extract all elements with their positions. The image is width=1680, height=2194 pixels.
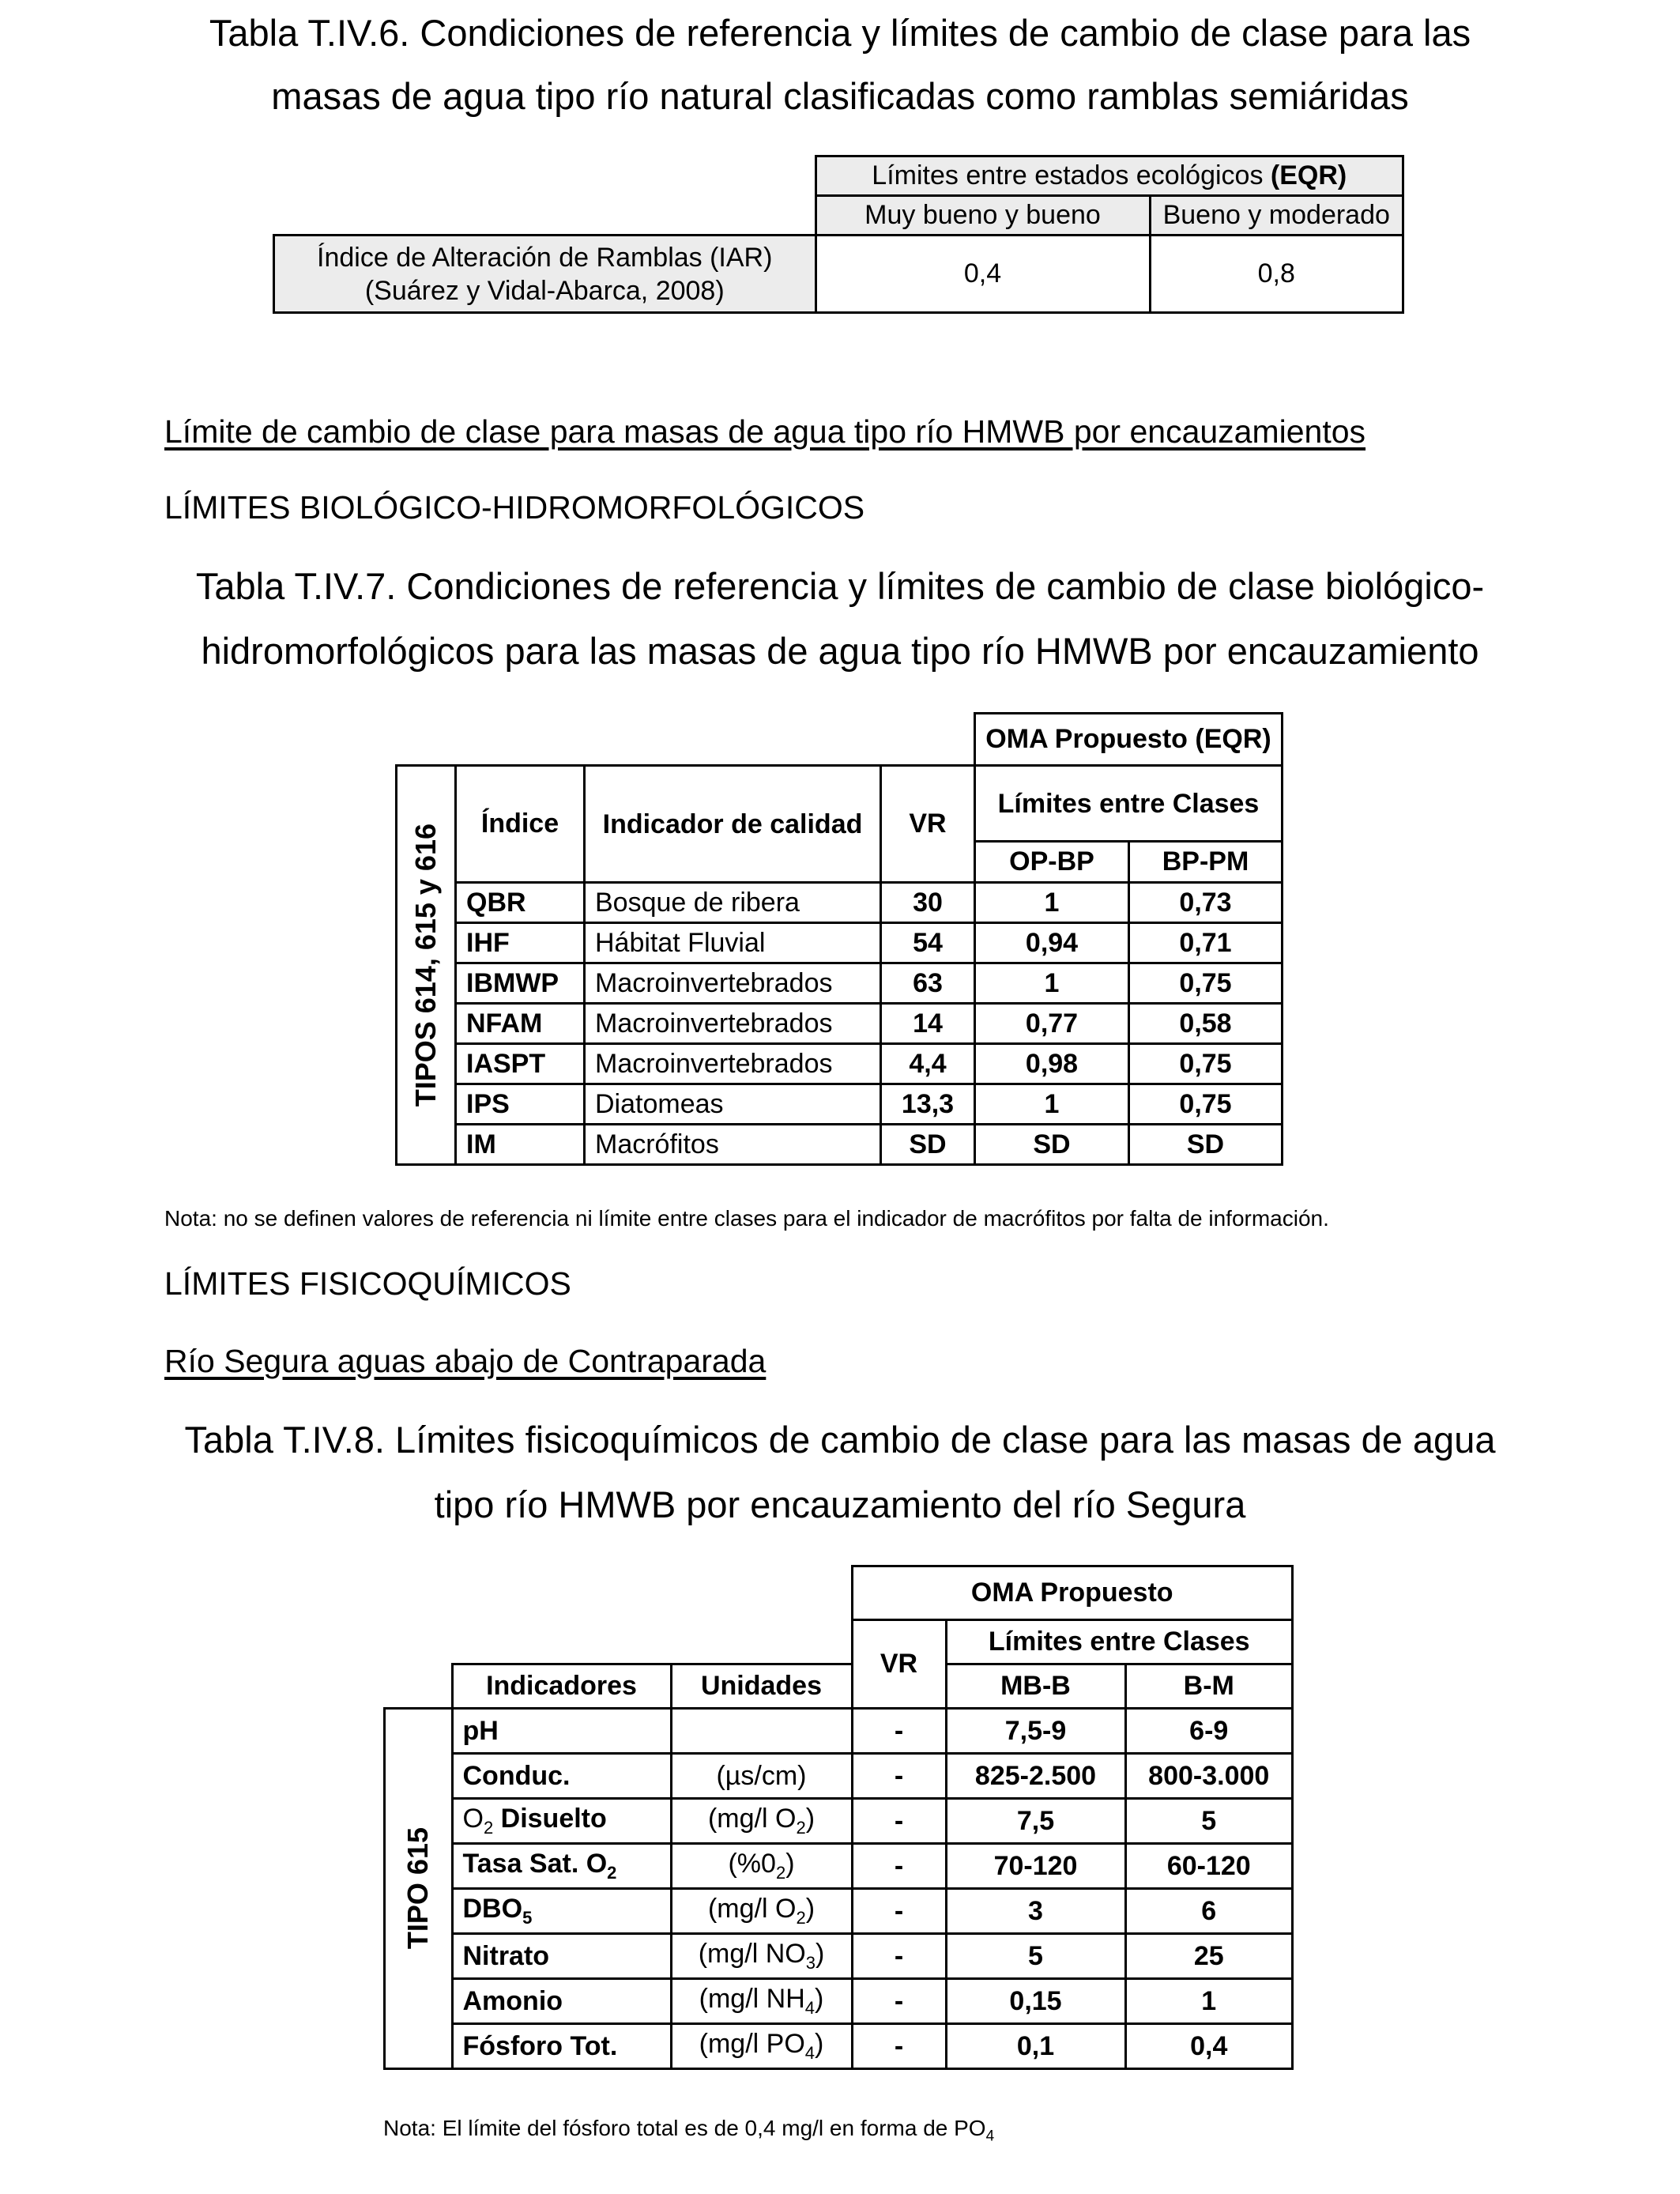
table7-col-bppm: BP-PM — [1129, 842, 1283, 883]
cell-bm: 0,4 — [1125, 2024, 1293, 2069]
cell-unidad: (mg/l $NO_3$) — [671, 1934, 852, 1979]
cell-vr: 63 — [881, 963, 975, 1004]
table-row — [385, 1709, 1293, 1754]
table7-col-indicador: Indicador de calidad — [585, 766, 881, 883]
table-row — [397, 963, 1283, 1004]
section-hmwb-heading: Límite de cambio de clase para masas de agua tipo río HMWB por encauzamientos — [164, 413, 1366, 450]
table-row — [385, 1799, 1293, 1844]
section-fq-heading: LÍMITES FISICOQUÍMICOS — [164, 1265, 571, 1302]
cell-vr: SD — [881, 1125, 975, 1165]
cell-indice: QBR — [456, 883, 585, 923]
cell-indicador: Tasa Sat. $O_2$ — [452, 1844, 671, 1889]
section-bio-heading: LÍMITES BIOLÓGICO-HIDROMORFOLÓGICOS — [164, 489, 865, 526]
cell-bppm: 0,75 — [1129, 1044, 1283, 1084]
cell-indicador: Macrófitos — [585, 1125, 881, 1165]
table8-empty-corner-3 — [385, 1664, 453, 1709]
cell-vr: 4,4 — [881, 1044, 975, 1084]
table8-col-mbb: MB-B — [946, 1664, 1125, 1709]
cell-vr: - — [852, 1979, 946, 2024]
table-row — [385, 1979, 1293, 2024]
cell-unidad: (µs/cm) — [671, 1754, 852, 1799]
cell-indicador: pH — [452, 1709, 671, 1754]
table7-col-indice: Índice — [456, 766, 585, 883]
table-row — [397, 1004, 1283, 1044]
cell-bm: 1 — [1125, 1979, 1293, 2024]
cell-indicador: Conduc. — [452, 1754, 671, 1799]
cell-indicador: Macroinvertebrados — [585, 1044, 881, 1084]
cell-indicador: Bosque de ribera — [585, 883, 881, 923]
table7-note: Nota: no se definen valores de referencia ni límite entre clases para el indicador de macrófitos por falta de información. — [164, 1206, 1329, 1231]
cell-vr: 30 — [881, 883, 975, 923]
table8-caption-line1: Tabla T.IV.8. Límites fisicoquímicos de cambio de clase para las masas de agua — [184, 1419, 1496, 1461]
cell-bppm: 0,58 — [1129, 1004, 1283, 1044]
table8-col-bm: B-M — [1125, 1664, 1293, 1709]
table6-empty-corner-2 — [274, 196, 816, 236]
cell-vr: - — [852, 1889, 946, 1934]
cell-bppm: 0,71 — [1129, 923, 1283, 963]
cell-bppm: SD — [1129, 1125, 1283, 1165]
cell-vr: - — [852, 1709, 946, 1754]
table6-caption-line1: Tabla T.IV.6. Condiciones de referencia y límites de cambio de clase para las — [209, 12, 1471, 54]
table-row — [385, 2024, 1293, 2069]
cell-mbb: 0,1 — [946, 2024, 1125, 2069]
cell-mbb: 7,5 — [946, 1799, 1125, 1844]
table6-caption-line2: masas de agua tipo río natural clasificadas como ramblas semiáridas — [271, 75, 1409, 117]
cell-unidad: (mg/l $O_2$) — [671, 1799, 852, 1844]
table-row — [397, 883, 1283, 923]
cell-unidad: (mg/l $NH_4$) — [671, 1979, 852, 2024]
table-row — [385, 1754, 1293, 1799]
table8-empty-corner-2 — [385, 1620, 853, 1664]
table-row — [385, 1934, 1293, 1979]
table6-empty-corner — [274, 156, 816, 196]
table6-col1-header: Muy bueno y bueno — [816, 196, 1150, 236]
table6-value-1: 0,4 — [816, 236, 1150, 313]
table7-limits-header: Límites entre Clases — [975, 766, 1283, 842]
table7-caption-line2: hidromorfológicos para las masas de agua tipo río HMWB por encauzamiento — [201, 630, 1479, 672]
cell-mbb: 70-120 — [946, 1844, 1125, 1889]
cell-vr: 54 — [881, 923, 975, 963]
cell-unidad: (mg/l $O_2$) — [671, 1889, 852, 1934]
cell-indicador: Hábitat Fluvial — [585, 923, 881, 963]
cell-bm: 25 — [1125, 1934, 1293, 1979]
table8-col-vr: VR — [852, 1620, 946, 1709]
table-row — [397, 1084, 1283, 1125]
cell-vr: - — [852, 1934, 946, 1979]
cell-bppm: 0,73 — [1129, 883, 1283, 923]
cell-indicador: Fósforo Tot. — [452, 2024, 671, 2069]
table7 — [395, 712, 1283, 1166]
cell-bm: 800-3.000 — [1125, 1754, 1293, 1799]
cell-vr: 14 — [881, 1004, 975, 1044]
cell-vr: - — [852, 1754, 946, 1799]
table8 — [383, 1565, 1294, 2070]
table8-limits-header: Límites entre Clases — [946, 1620, 1293, 1664]
cell-indicador: Diatomeas — [585, 1084, 881, 1125]
cell-indice: IPS — [456, 1084, 585, 1125]
cell-indicador: Amonio — [452, 1979, 671, 2024]
table6-header-main: Límites entre estados ecológicos (EQR) — [816, 156, 1403, 196]
cell-vr: - — [852, 2024, 946, 2069]
table8-col-indicadores: Indicadores — [452, 1664, 671, 1709]
cell-vr: - — [852, 1799, 946, 1844]
table-row — [397, 923, 1283, 963]
table7-empty-corner — [397, 714, 975, 766]
cell-bm: 5 — [1125, 1799, 1293, 1844]
cell-bm: 6 — [1125, 1889, 1293, 1934]
table7-tipos-cell — [397, 766, 456, 1165]
table7-col-opbp: OP-BP — [975, 842, 1129, 883]
cell-mbb: 0,15 — [946, 1979, 1125, 2024]
cell-indicador: Nitrato — [452, 1934, 671, 1979]
cell-opbp: 0,94 — [975, 923, 1129, 963]
cell-indicador: $DBO_5$ — [452, 1889, 671, 1934]
cell-mbb: 5 — [946, 1934, 1125, 1979]
table6-value-2: 0,8 — [1150, 236, 1403, 313]
cell-indice: IASPT — [456, 1044, 585, 1084]
table8-tipo-cell — [385, 1709, 453, 2069]
table8-note: Nota: El límite del fósforo total es de 0,4 mg/l en forma de $PO_4$ — [383, 2116, 995, 2145]
cell-unidad: (mg/l $PO_4$) — [671, 2024, 852, 2069]
cell-mbb: 7,5-9 — [946, 1709, 1125, 1754]
cell-opbp: 0,77 — [975, 1004, 1129, 1044]
table-row — [385, 1889, 1293, 1934]
cell-bm: 6-9 — [1125, 1709, 1293, 1754]
table8-col-unidades: Unidades — [671, 1664, 852, 1709]
section-segura-heading: Río Segura aguas abajo de Contraparada — [164, 1343, 767, 1379]
cell-unidad — [671, 1709, 852, 1754]
table8-tipo-label: TIPO 615 — [401, 1827, 435, 1950]
table-row — [397, 1044, 1283, 1084]
cell-opbp: 1 — [975, 963, 1129, 1004]
table7-tipos-label: TIPOS 614, 615 y 616 — [409, 823, 442, 1107]
table6 — [273, 155, 1404, 314]
table6-row-label: Índice de Alteración de Ramblas (IAR) (Suárez y Vidal-Abarca, 2008) — [274, 236, 816, 313]
cell-opbp: 1 — [975, 883, 1129, 923]
table8-empty-corner — [385, 1566, 853, 1620]
cell-indicador: Macroinvertebrados — [585, 963, 881, 1004]
cell-unidad: $(\%0_2)$ — [671, 1844, 852, 1889]
table-row — [385, 1844, 1293, 1889]
cell-indice: NFAM — [456, 1004, 585, 1044]
cell-vr: 13,3 — [881, 1084, 975, 1125]
cell-indicador: Macroinvertebrados — [585, 1004, 881, 1044]
cell-opbp: SD — [975, 1125, 1129, 1165]
cell-indice: IHF — [456, 923, 585, 963]
table8-caption-line2: tipo río HMWB por encauzamiento del río Segura — [434, 1483, 1246, 1525]
cell-mbb: 3 — [946, 1889, 1125, 1934]
table-row — [397, 1125, 1283, 1165]
cell-bppm: 0,75 — [1129, 1084, 1283, 1125]
table7-caption-line1: Tabla T.IV.7. Condiciones de referencia y límites de cambio de clase biológico- — [195, 565, 1485, 607]
cell-vr: - — [852, 1844, 946, 1889]
cell-opbp: 0,98 — [975, 1044, 1129, 1084]
table7-col-vr: VR — [881, 766, 975, 883]
cell-indicador: $O_2$ Disuelto — [452, 1799, 671, 1844]
cell-indice: IBMWP — [456, 963, 585, 1004]
cell-opbp: 1 — [975, 1084, 1129, 1125]
table7-oma-header: OMA Propuesto (EQR) — [975, 714, 1283, 766]
cell-bm: 60-120 — [1125, 1844, 1293, 1889]
table8-oma-header: OMA Propuesto — [852, 1566, 1293, 1620]
table6-col2-header: Bueno y moderado — [1150, 196, 1403, 236]
cell-bppm: 0,75 — [1129, 963, 1283, 1004]
cell-indice: IM — [456, 1125, 585, 1165]
cell-mbb: 825-2.500 — [946, 1754, 1125, 1799]
